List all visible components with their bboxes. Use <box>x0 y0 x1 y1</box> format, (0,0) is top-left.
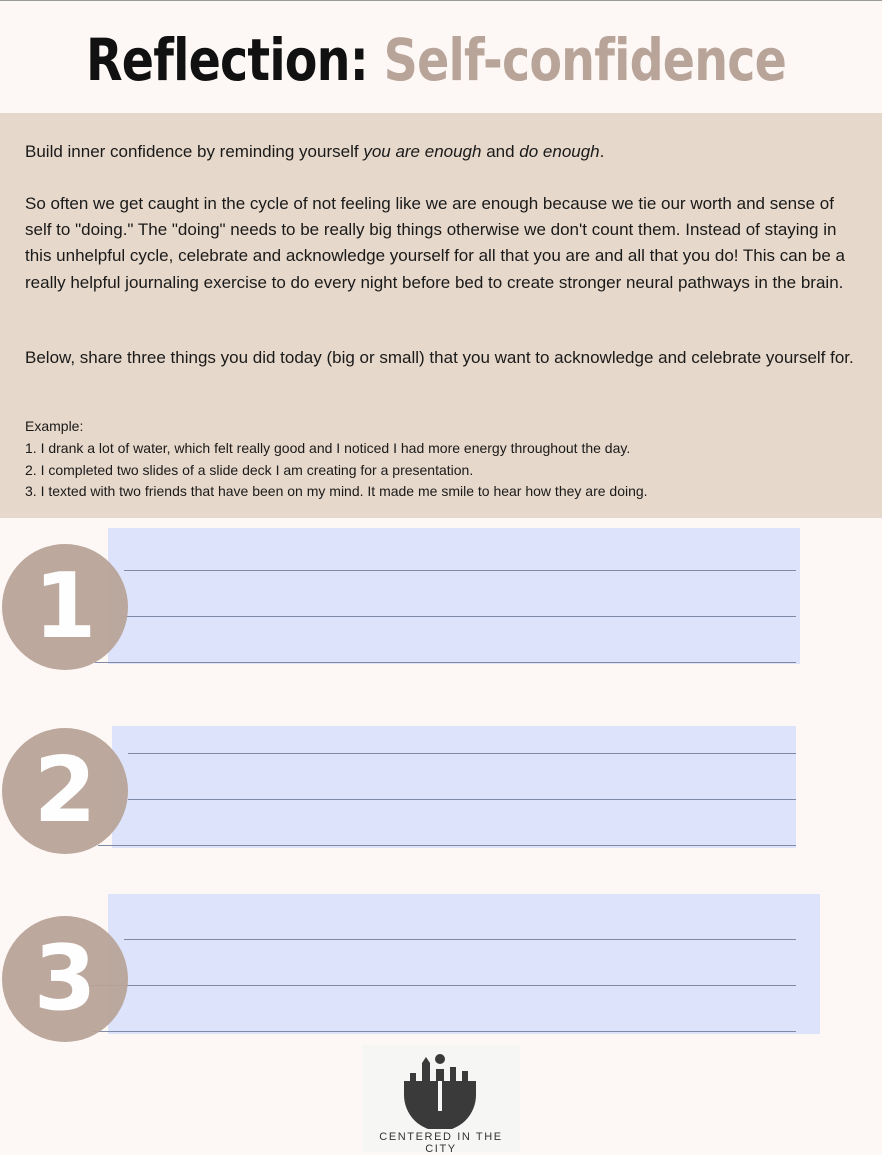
intro-paragraph-1: So often we get caught in the cycle of not feeling like we are enough because we tie our worth and sense of self to "doing." The "doing" needs to be really big things otherwise we don't count them. Instead of staying in this unhelpful cycle, celebrate and acknowledge yourself for all that you are and all that you do! This can be a really helpful journaling exercise to do every night before bed to create stronger neural pathways in the brain. <box>25 194 845 292</box>
lead-text-end: . <box>599 142 605 161</box>
entry-rule <box>124 570 796 571</box>
brand-logo <box>362 1045 520 1155</box>
entry-rule <box>124 616 796 617</box>
entry-rule <box>124 939 796 940</box>
entry-field-3[interactable] <box>108 894 820 1034</box>
example-item: 3. I texted with two friends that have been on my mind. It made me smile to hear how they are doing. <box>25 483 648 499</box>
entry-rule <box>95 662 796 663</box>
intro-lead <box>25 139 860 165</box>
title-prefix: Reflection: <box>86 26 368 94</box>
number-badge-3 <box>2 916 128 1042</box>
intro-panel <box>0 113 882 518</box>
number-badge-label: 2 <box>33 738 97 843</box>
entry-field-1[interactable] <box>108 528 800 664</box>
number-badge-2 <box>2 728 128 854</box>
entry-rule <box>88 985 796 986</box>
entry-rule <box>128 799 796 800</box>
lead-text-mid: and <box>481 142 520 161</box>
example-item: 2. I completed two slides of a slide deck I am creating for a presentation. <box>25 462 474 478</box>
number-badge-1 <box>2 544 128 670</box>
lead-emphasis-1: you are enough <box>363 142 482 161</box>
entry-rule <box>98 845 796 846</box>
entry-rule <box>128 753 796 754</box>
page-title <box>86 20 786 100</box>
lead-text-start: Build inner confidence by reminding yourself <box>25 142 364 161</box>
entry-rule <box>92 1031 796 1032</box>
lead-emphasis-2: do enough <box>519 142 600 161</box>
number-badge-label: 3 <box>33 926 97 1031</box>
example-label: Example: <box>25 418 84 434</box>
city-skyline-icon <box>362 1045 520 1129</box>
brand-name: CENTERED IN THE CITY <box>379 1131 503 1155</box>
title-topic: Self-confidence <box>383 26 787 94</box>
top-divider <box>0 0 882 1</box>
example-item: 1. I drank a lot of water, which felt really good and I noticed I had more energy throughout the day. <box>25 440 631 456</box>
number-badge-label: 1 <box>33 554 97 659</box>
entry-field-2[interactable] <box>112 726 796 848</box>
intro-paragraph-2: Below, share three things you did today (big or small) that you want to acknowledge and celebrate yourself for. <box>25 348 854 367</box>
